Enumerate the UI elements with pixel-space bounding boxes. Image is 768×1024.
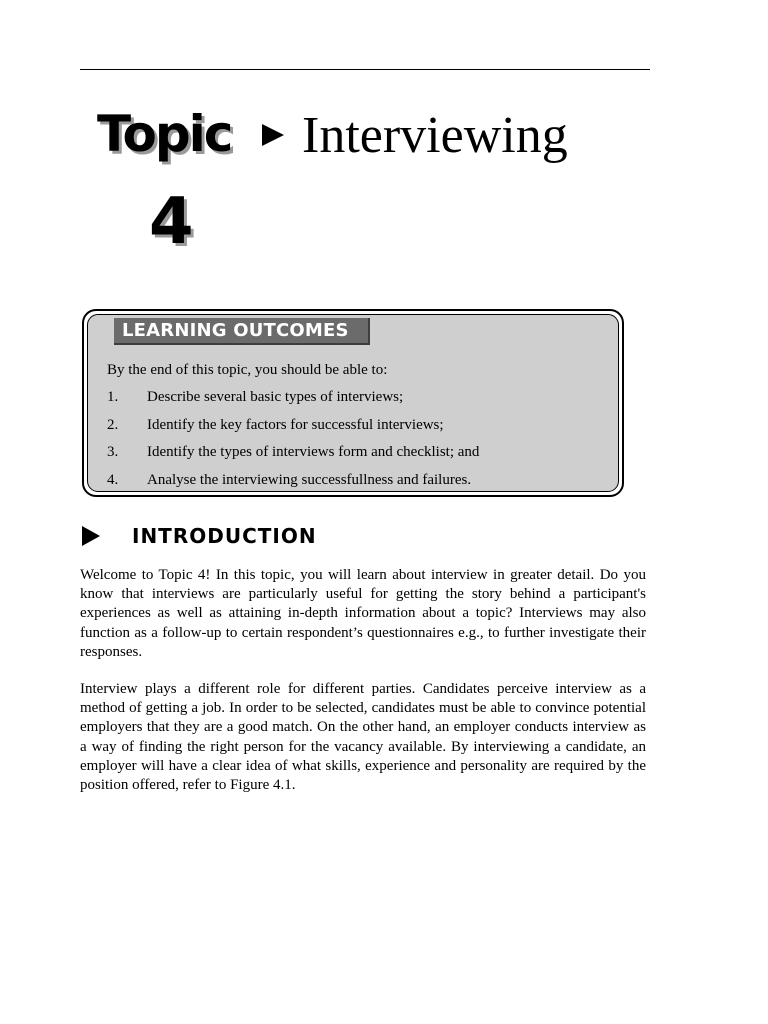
learning-outcomes-header <box>114 318 370 345</box>
topic-label: Topic <box>97 105 232 163</box>
topic-number: 4 <box>149 185 194 259</box>
page-title: Interviewing <box>302 107 568 164</box>
header-rule <box>80 69 650 70</box>
list-item-text: Describe several basic types of interviews; <box>147 389 404 405</box>
list-item-number: 4. <box>107 471 119 488</box>
section-heading: INTRODUCTION <box>132 524 317 548</box>
learning-outcomes-box <box>82 309 624 497</box>
list-item-number: 1. <box>107 389 119 405</box>
learning-outcomes-panel <box>87 314 619 492</box>
list-item-text: Analyse the interviewing successfullness and failures. <box>147 471 472 488</box>
list-item-text: Identify the key factors for successful interviews; <box>147 416 444 433</box>
learning-outcomes-heading: LEARNING OUTCOMES <box>122 320 349 341</box>
section-arrow-icon <box>82 526 100 546</box>
list-item-number: 2. <box>107 416 119 433</box>
list-item-number: 3. <box>107 444 119 460</box>
learning-outcomes-intro: By the end of this topic, you should be able to: <box>107 362 388 378</box>
intro-paragraph-2: Interview plays a different role for different parties. Candidates perceive interview as a method of getting a job. In order to be selected, candidates must be able to convince potential employers that they are a good match. On the other hand, an employer conducts interview as a way of finding the right person for the vacancy available. By interviewing a candidate, an employer will have a clear idea of what skills, experience and personality are required by the position offered, refer to Figure 4.1. <box>80 681 646 794</box>
play-arrow-icon <box>262 124 284 146</box>
list-item-text: Identify the types of interviews form and checklist; and <box>147 444 480 460</box>
intro-paragraph-1: Welcome to Topic 4! In this topic, you will learn about interview in greater detail. Do you know that interviews are particularly useful for getting the story behind a participant's experiences as well as attaining in-depth information about a topic? Interviews may also function as a follow-up to certain respondent’s questionnaires e.g., to further investigate their responses. <box>80 567 646 660</box>
